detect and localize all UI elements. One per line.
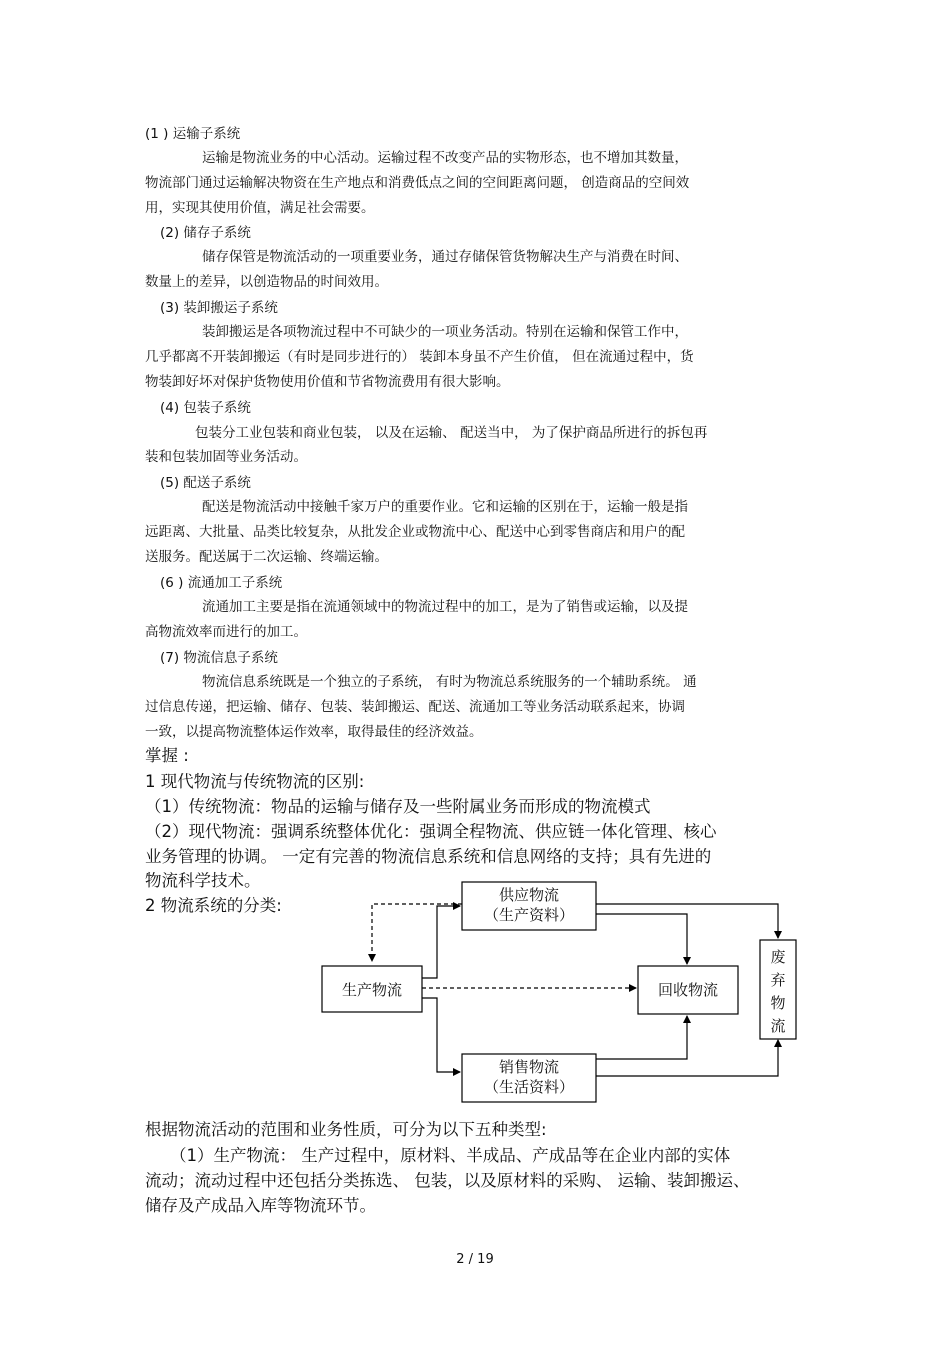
section-4-line: 包装分工业包装和商业包装， 以及在运输、 配送当中， 为了保护商品所进行的拆包再 — [195, 425, 708, 441]
supply-to-production-arrow — [372, 904, 462, 961]
master-item1-b: 物流科学技术。 — [145, 871, 261, 890]
section-4-line: 装和包装加固等业务活动。 — [145, 449, 307, 465]
page-number: 2 / 19 — [456, 1252, 494, 1267]
sales-sublabel: （生活资料） — [483, 1078, 575, 1096]
sales-logistics-box — [462, 1054, 596, 1102]
section-3-line: 几乎都离不开装卸搬运（有时是同步进行的） 装卸本身虽不产生价值， 但在流通过程中，货 — [145, 349, 694, 365]
master-item2-title: 2 物流系统的分类: — [145, 896, 282, 915]
waste-logistics-box — [760, 940, 796, 1039]
waste-char: 流 — [770, 1017, 786, 1035]
waste-char: 弃 — [770, 971, 786, 989]
section-2-line: 储存保管是物流活动的一项重要业务，通过存储保管货物解决生产与消费在时间、 — [202, 249, 688, 265]
supply-sublabel: （生产资料） — [483, 906, 575, 924]
section-7-line: 一致，以提高物流整体运作效率，取得最佳的经济效益。 — [145, 724, 483, 740]
sales-label: 销售物流 — [498, 1058, 560, 1076]
waste-char: 废 — [770, 948, 786, 966]
waste-char: 物 — [770, 994, 786, 1012]
master-item1-b: 业务管理的协调。 一定有完善的物流信息系统和信息网络的支持；具有先进的 — [145, 847, 712, 866]
section-2-line: 数量上的差异，以创造物品的时间效用。 — [145, 274, 388, 290]
section-5-line: 远距离、大批量、品类比较复杂，从批发企业或物流中心、配送中心到零售商店和用户的配 — [145, 524, 685, 540]
section-3-line: 装卸搬运是各项物流过程中不可缺少的一项业务活动。特别在运输和保管工作中， — [202, 324, 688, 340]
logistics-classification-diagram — [300, 876, 810, 1111]
supply-label: 供应物流 — [498, 886, 560, 904]
section-7-line: 过信息传递，把运输、储存、包装、装卸搬运、配送、流通加工等业务活动联系起来，协调 — [145, 699, 685, 715]
section-3-heading: (3) 装卸搬运子系统 — [160, 300, 278, 316]
section-1-line: 运输是物流业务的中心活动。运输过程不改变产品的实物形态，也不增加其数量， — [202, 150, 688, 166]
production-logistics-paragraph: （1）生产物流： 生产过程中，原材料、半成品、产成品等在企业内部的实体 — [170, 1146, 731, 1165]
section-5-heading: (5) 配送子系统 — [160, 475, 251, 491]
master-item1-b: （2）现代物流：强调系统整体优化：强调全程物流、供应链一体化管理、核心 — [145, 822, 717, 841]
supply-to-recycle-arrow — [596, 914, 687, 964]
recycle-logistics-box — [638, 966, 738, 1014]
master-label: 掌握 : — [145, 746, 189, 765]
section-5-line: 送服务。配送属于二次运输、终端运输。 — [145, 549, 388, 565]
section-5-line: 配送是物流活动中接触千家万户的重要作业。它和运输的区别在于，运输一般是指 — [202, 499, 688, 515]
section-1-line: 用，实现其使用价值，满足社会需要。 — [145, 200, 375, 216]
recycle-label: 回收物流 — [657, 981, 719, 999]
section-7-heading: (7) 物流信息子系统 — [160, 650, 278, 666]
section-6-heading: (6 ) 流通加工子系统 — [160, 575, 283, 591]
master-item1-title: 1 现代物流与传统物流的区别: — [145, 772, 365, 791]
master-item1-a: （1）传统物流：物品的运输与储存及一些附属业务而形成的物流模式 — [145, 797, 651, 816]
production-logistics-paragraph: 储存及产成品入库等物流环节。 — [145, 1196, 376, 1215]
classification-intro: 根据物流活动的范围和业务性质，可分为以下五种类型: — [145, 1120, 547, 1139]
production-logistics-paragraph: 流动；流动过程中还包括分类拣选、 包装，以及原材料的采购、 运输、装卸搬运、 — [145, 1171, 750, 1190]
supply-logistics-box — [462, 882, 596, 930]
section-1-heading: (1 ) 运输子系统 — [145, 126, 241, 142]
production-label: 生产物流 — [341, 981, 403, 999]
section-2-heading: (2) 储存子系统 — [160, 225, 251, 241]
section-1-line: 物流部门通过运输解决物资在生产地点和消费低点之间的空间距离问题， 创造商品的空间效 — [145, 175, 690, 191]
section-6-line: 流通加工主要是指在流通领域中的物流过程中的加工，是为了销售或运输，以及提 — [202, 599, 688, 615]
production-to-sales-arrow — [422, 998, 460, 1072]
section-3-line: 物装卸好坏对保护货物使用价值和节省物流费用有很大影响。 — [145, 374, 510, 390]
section-6-line: 高物流效率而进行的加工。 — [145, 624, 307, 640]
production-logistics-box — [322, 966, 422, 1012]
sales-to-recycle-arrow — [596, 1016, 687, 1059]
section-7-line: 物流信息系统既是一个独立的子系统， 有时为物流总系统服务的一个辅助系统。 通 — [202, 674, 697, 690]
section-4-heading: (4) 包装子系统 — [160, 400, 251, 416]
production-to-supply-arrow — [422, 906, 460, 978]
